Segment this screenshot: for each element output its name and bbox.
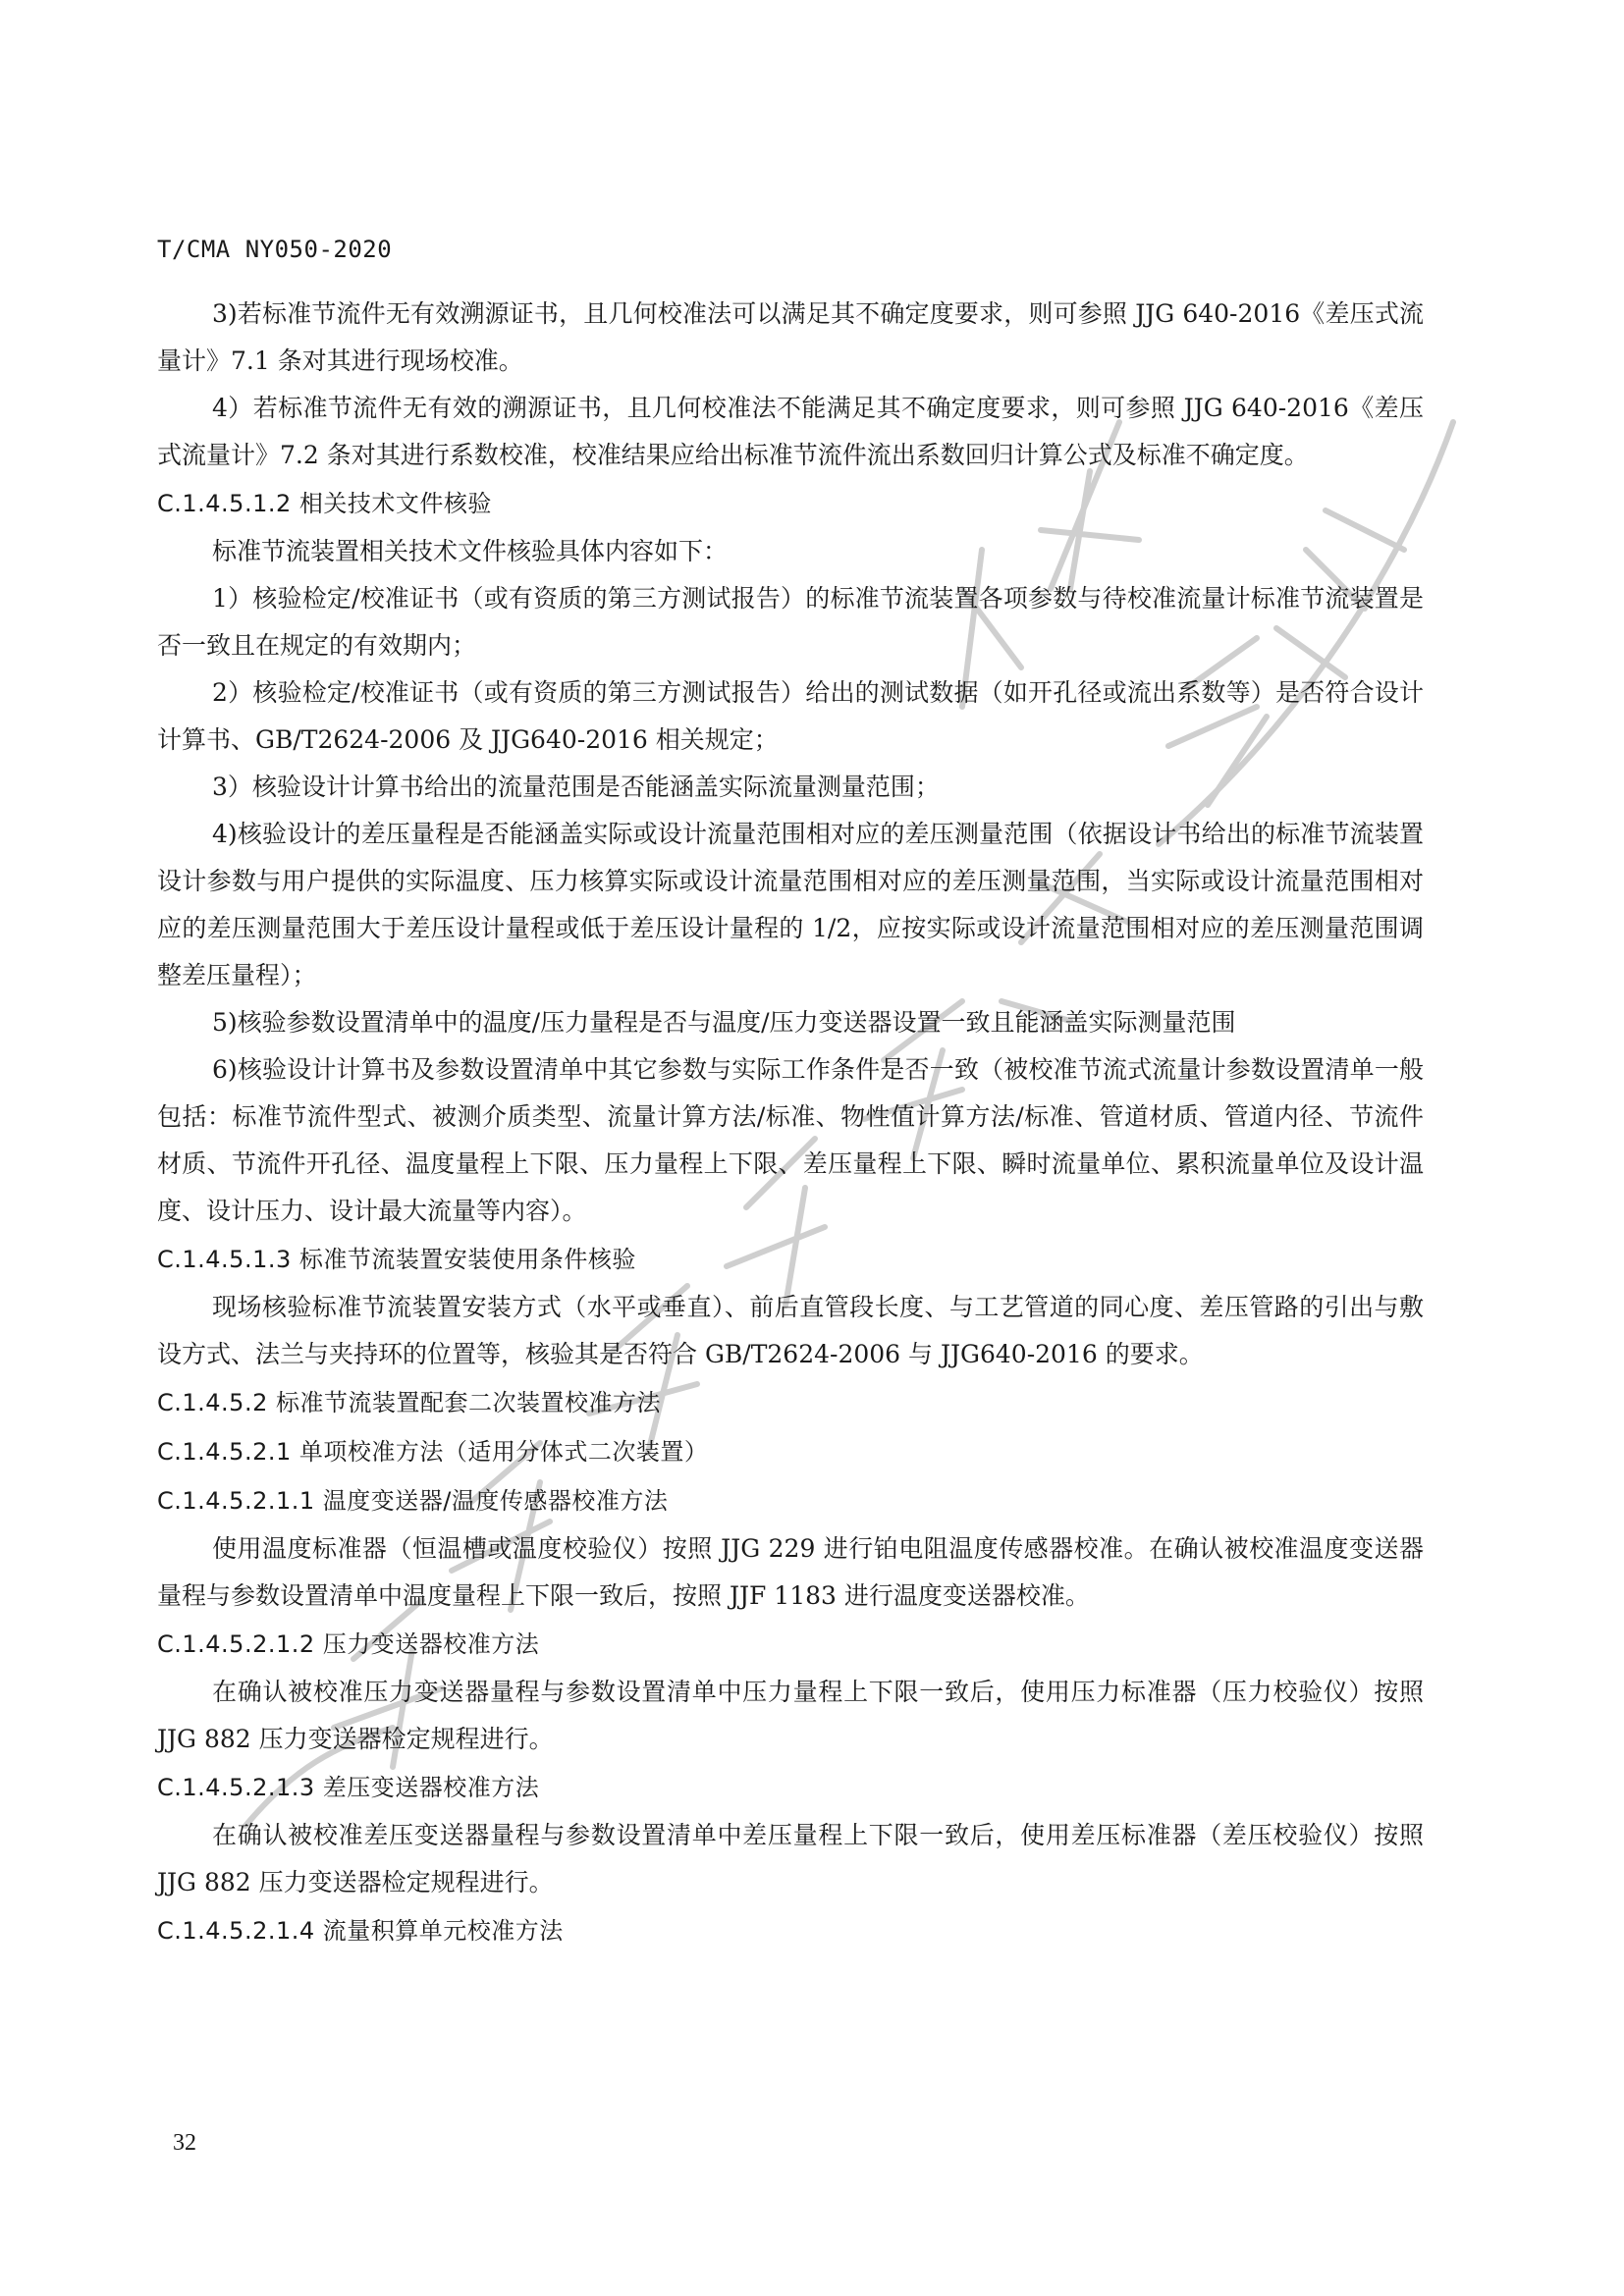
page-number: 32 (173, 2130, 196, 2156)
paragraph: 2）核验检定/校准证书（或有资质的第三方测试报告）给出的测试数据（如开孔径或流出系数等）是否符合设计计算书、GB/T2624-2006 及 JJG640-2016 相关规定； (157, 678, 1424, 754)
paragraph: 4）若标准节流件无有效的溯源证书，且几何校准法不能满足其不确定度要求，则可参照 JJG 640-2016《差压式流量计》7.2 条对其进行系数校准，校准结果应给出标准节流件流出系数回归计算公式及标准不确定度。 (157, 394, 1424, 469)
section-heading: C.1.4.5.1.2 相关技术文件核验 (157, 490, 492, 517)
paragraph: 在确认被校准压力变送器量程与参数设置清单中压力量程上下限一致后，使用压力标准器（压力校验仪）按照 JJG 882 压力变送器检定规程进行。 (157, 1678, 1424, 1753)
paragraph: 3)若标准节流件无有效溯源证书，且几何校准法可以满足其不确定度要求，则可参照 JJG 640-2016《差压式流量计》7.1 条对其进行现场校准。 (157, 299, 1424, 375)
paragraph: 5)核验参数设置清单中的温度/压力量程是否与温度/压力变送器设置一致且能涵盖实际测量范围 (212, 1008, 1236, 1037)
document-code: T/CMA NY050-2020 (157, 236, 393, 263)
paragraph: 使用温度标准器（恒温槽或温度校验仪）按照 JJG 229 进行铂电阻温度传感器校准。在确认被校准温度变送器量程与参数设置清单中温度量程上下限一致后，按照 JJF 1183 进行温度变送器校准。 (157, 1534, 1424, 1610)
paragraph: 在确认被校准差压变送器量程与参数设置清单中差压量程上下限一致后，使用差压标准器（差压校验仪）按照 JJG 882 压力变送器检定规程进行。 (157, 1821, 1424, 1896)
section-heading: C.1.4.5.2.1.3 差压变送器校准方法 (157, 1774, 540, 1801)
paragraph: 1）核验检定/校准证书（或有资质的第三方测试报告）的标准节流装置各项参数与待校准流量计标准节流装置是否一致且在规定的有效期内； (157, 584, 1424, 660)
paragraph: 现场核验标准节流装置安装方式（水平或垂直）、前后直管段长度、与工艺管道的同心度、差压管路的引出与敷设方式、法兰与夹持环的位置等，核验其是否符合 GB/T2624-2006 与 JJG640-2016 的要求。 (157, 1293, 1424, 1368)
document-body (157, 291, 1424, 1955)
paragraph: 6)核验设计计算书及参数设置清单中其它参数与实际工作条件是否一致（被校准节流式流量计参数设置清单一般包括：标准节流件型式、被测介质类型、流量计算方法/标准、物性值计算方法/标准、管道材质、管道内径、节流件材质、节流件开孔径、温度量程上下限、压力量程上下限、差压量程上下限、瞬时流量单位、累积流量单位及设计温度、设计压力、设计最大流量等内容）。 (157, 1055, 1424, 1225)
paragraph: 4)核验设计的差压量程是否能涵盖实际或设计流量范围相对应的差压测量范围（依据设计书给出的标准节流装置设计参数与用户提供的实际温度、压力核算实际或设计流量范围相对应的差压测量范围，当实际或设计流量范围相对应的差压测量范围大于差压设计量程或低于差压设计量程的 1/2，应按实际或设计流量范围相对应的差压测量范围调整差压量程）； (157, 820, 1424, 989)
section-heading: C.1.4.5.2.1 单项校准方法（适用分体式二次装置） (157, 1438, 709, 1466)
paragraph: 3）核验设计计算书给出的流量范围是否能涵盖实际流量测量范围； (212, 773, 940, 801)
section-heading: C.1.4.5.2.1.2 压力变送器校准方法 (157, 1630, 540, 1658)
paragraph: 标准节流装置相关技术文件核验具体内容如下： (212, 537, 729, 565)
section-heading: C.1.4.5.2.1.4 流量积算单元校准方法 (157, 1917, 564, 1945)
section-heading: C.1.4.5.1.3 标准节流装置安装使用条件核验 (157, 1246, 636, 1273)
section-heading: C.1.4.5.2.1.1 温度变送器/温度传感器校准方法 (157, 1487, 669, 1515)
section-heading: C.1.4.5.2 标准节流装置配套二次装置校准方法 (157, 1389, 661, 1416)
